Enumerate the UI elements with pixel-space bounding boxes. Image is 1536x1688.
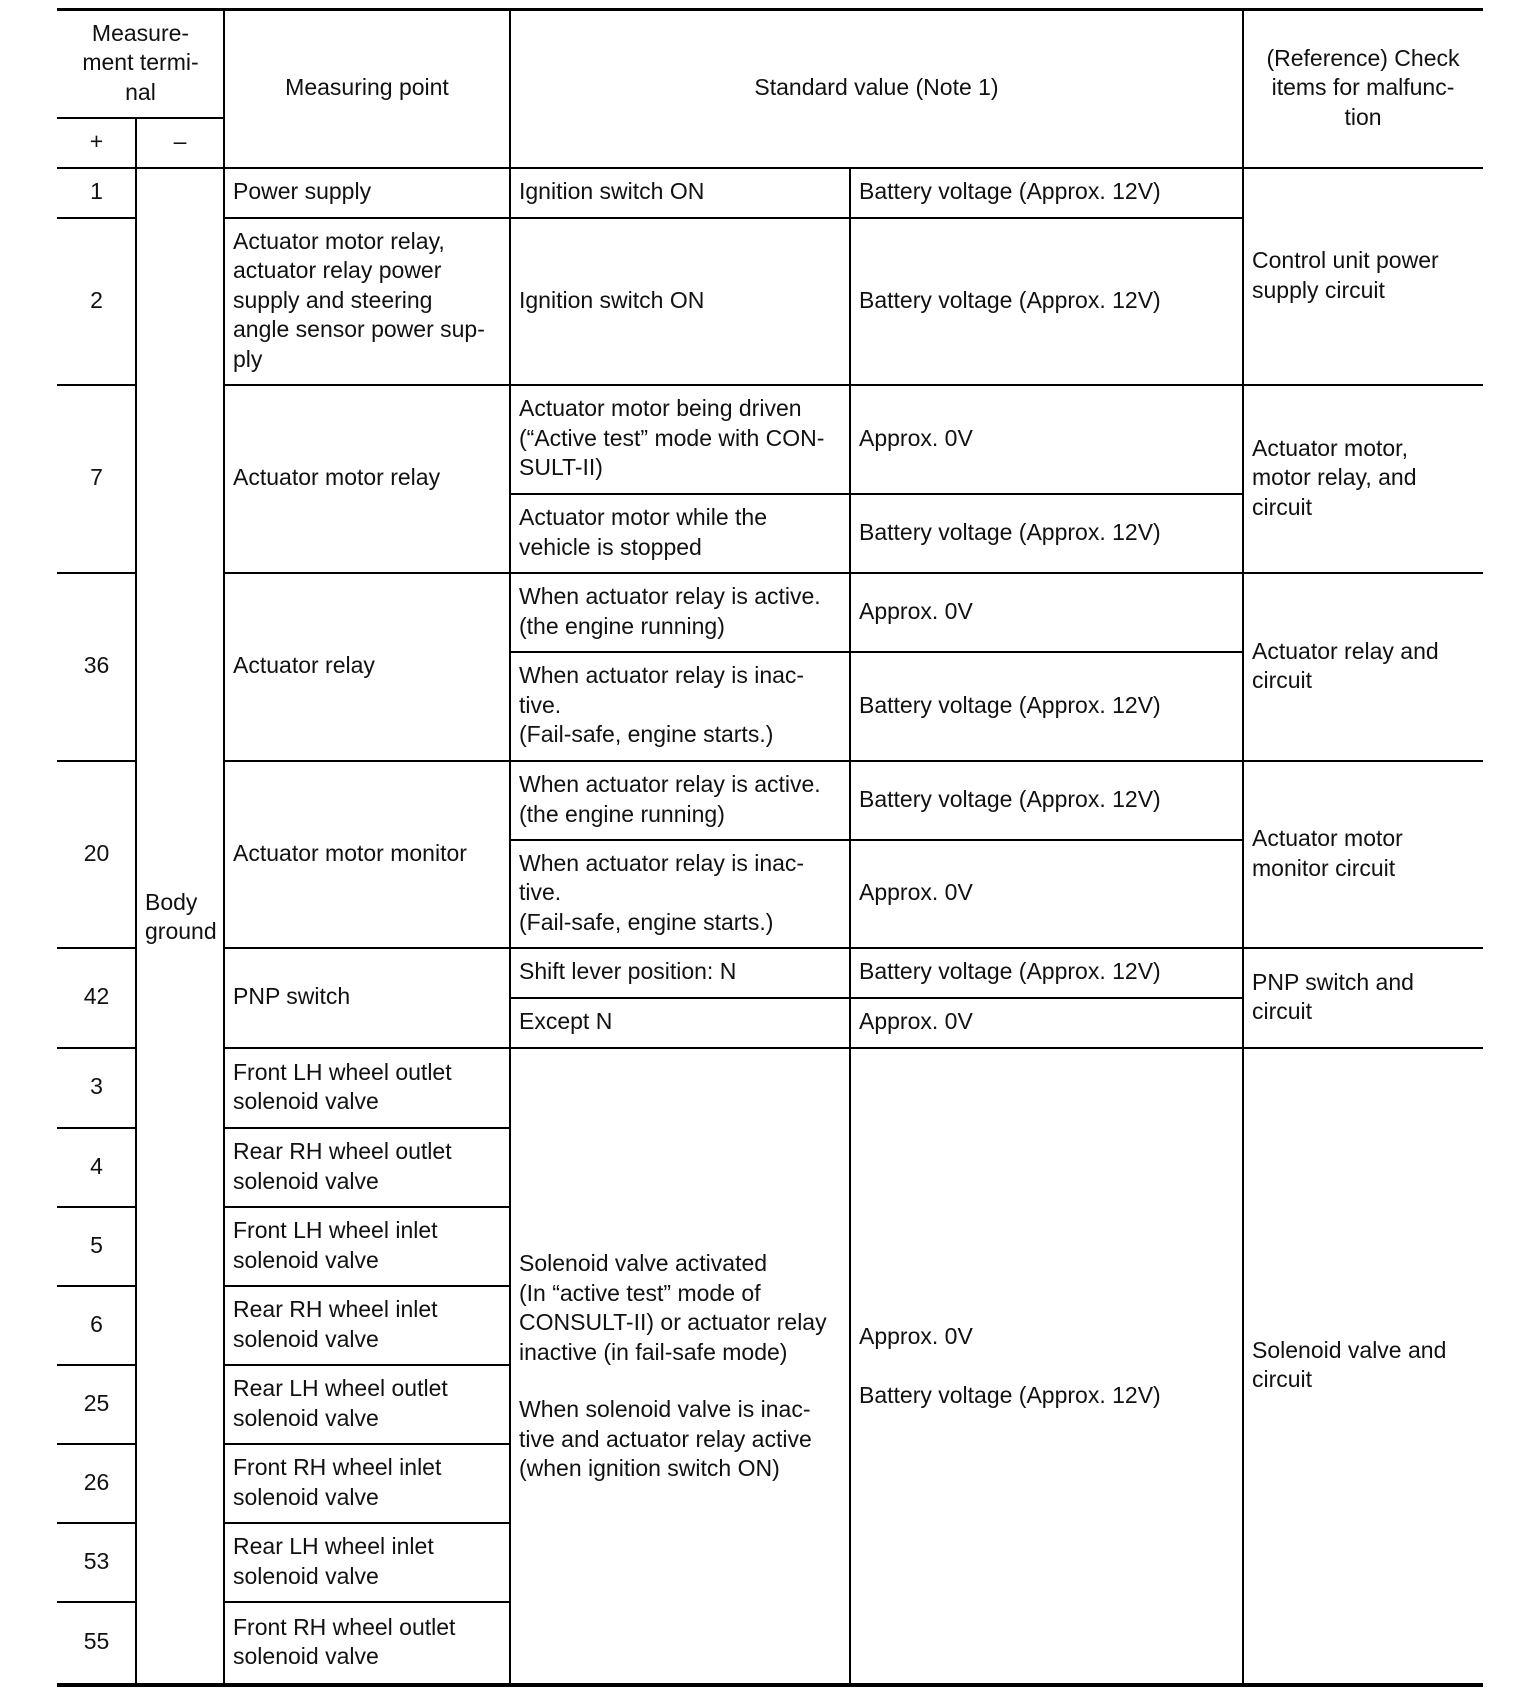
condition: (the engine running) xyxy=(519,800,725,827)
row-divider xyxy=(224,1285,510,1287)
row-divider xyxy=(224,384,1483,386)
row-divider xyxy=(57,1285,136,1287)
measuring-point: Rear LH wheel inlet xyxy=(233,1533,434,1559)
condition: (the engine running) xyxy=(519,612,725,639)
header-bottom-border xyxy=(57,167,1483,169)
header-terminal: ment termi- xyxy=(82,49,199,76)
solenoid-condition-active: (In “active test” mode of xyxy=(519,1279,761,1306)
header-terminal: Measure- xyxy=(91,19,190,46)
terminal-number: 53 xyxy=(83,1547,110,1574)
row-divider xyxy=(57,760,136,762)
terminal-number: 20 xyxy=(83,839,110,866)
condition: When actuator relay is inac- xyxy=(519,849,805,876)
body-ground: Body xyxy=(145,888,198,915)
terminal-number: 7 xyxy=(90,464,103,491)
condition: tive. xyxy=(519,879,562,906)
measuring-point: solenoid valve xyxy=(233,1325,379,1352)
solenoid-condition-inactive: tive and actuator relay active xyxy=(519,1425,812,1452)
header-reference: (Reference) Check xyxy=(1266,44,1460,71)
measuring-point: Front RH wheel outlet xyxy=(233,1613,456,1640)
row-divider xyxy=(224,1601,510,1603)
row-divider xyxy=(57,1601,136,1603)
reference-check: circuit xyxy=(1252,1366,1313,1392)
solenoid-condition-active: CONSULT-II) or actuator relay xyxy=(519,1309,827,1335)
header-measuring-point: Measuring point xyxy=(285,74,449,101)
standard-value: Approx. 0V xyxy=(859,424,973,451)
measuring-point: Rear LH wheel outlet xyxy=(233,1375,448,1401)
solenoid-condition-active: Solenoid valve activated xyxy=(519,1250,768,1276)
row-divider xyxy=(224,1127,510,1129)
column-divider xyxy=(849,168,851,1684)
row-divider xyxy=(224,1522,510,1524)
terminal-number: 2 xyxy=(90,286,103,313)
row-divider xyxy=(224,572,1483,574)
row-divider xyxy=(57,384,136,386)
condition: (Fail-safe, engine starts.) xyxy=(519,721,774,748)
row-divider xyxy=(57,1443,136,1445)
condition: Actuator motor being driven xyxy=(519,395,802,422)
header-standard-value: Standard value (Note 1) xyxy=(754,74,999,101)
row-divider xyxy=(224,1206,510,1208)
measuring-point: PNP switch xyxy=(233,983,351,1010)
measuring-point: Front RH wheel inlet xyxy=(233,1454,442,1480)
terminal-number: 4 xyxy=(90,1152,103,1179)
row-divider xyxy=(510,839,1243,841)
measuring-point: Front LH wheel inlet xyxy=(233,1217,438,1243)
condition: When actuator relay is inac- xyxy=(519,662,805,689)
condition: (“Active test” mode with CON- xyxy=(519,424,825,451)
measuring-point: solenoid valve xyxy=(233,1643,379,1669)
measuring-point: Actuator motor relay, xyxy=(233,227,445,254)
measuring-point: supply and steering xyxy=(233,286,433,313)
terminal-number: 3 xyxy=(90,1073,103,1100)
row-divider xyxy=(224,760,1483,762)
row-divider xyxy=(57,217,136,219)
condition: When actuator relay is active. xyxy=(519,771,821,797)
header-reference: items for malfunc- xyxy=(1271,74,1455,101)
body-ground: ground xyxy=(145,918,217,944)
condition: (Fail-safe, engine starts.) xyxy=(519,908,774,935)
standard-value: Battery voltage (Approx. 12V) xyxy=(859,178,1161,205)
measuring-point: actuator relay power xyxy=(233,257,442,284)
measuring-point: solenoid valve xyxy=(233,1404,379,1431)
header-terminal: nal xyxy=(125,78,156,105)
table-bottom-border xyxy=(57,1683,1483,1687)
row-divider xyxy=(510,493,1243,495)
measuring-point: angle sensor power sup- xyxy=(233,316,485,343)
measuring-point: solenoid valve xyxy=(233,1246,379,1273)
condition: Shift lever position: N xyxy=(519,958,737,985)
solenoid-condition-inactive: (when ignition switch ON) xyxy=(519,1455,780,1481)
column-divider xyxy=(223,10,225,1684)
reference-check: Actuator motor xyxy=(1252,825,1403,851)
row-divider xyxy=(510,997,1243,999)
row-divider xyxy=(224,1047,1483,1049)
reference-check: supply circuit xyxy=(1252,276,1385,303)
row-divider xyxy=(224,947,1483,949)
measuring-point: Rear RH wheel outlet xyxy=(233,1138,452,1164)
header-plus: + xyxy=(89,128,104,155)
measuring-point: ply xyxy=(233,345,263,372)
reference-check: circuit xyxy=(1252,493,1313,520)
solenoid-condition-active: inactive (in fail-safe mode) xyxy=(519,1338,788,1365)
standard-value: Battery voltage (Approx. 12V) xyxy=(859,785,1161,812)
standard-value: Approx. 0V xyxy=(859,597,973,624)
reference-check: Control unit power xyxy=(1252,247,1439,273)
reference-check: PNP switch and xyxy=(1252,968,1414,995)
header-divider xyxy=(57,117,224,119)
terminal-number: 5 xyxy=(90,1231,103,1258)
solenoid-condition-inactive: When solenoid valve is inac- xyxy=(519,1396,811,1422)
solenoid-value-inactive: Battery voltage (Approx. 12V) xyxy=(859,1382,1161,1408)
measuring-point: Rear RH wheel inlet xyxy=(233,1296,438,1322)
reference-check: Actuator relay and xyxy=(1252,637,1439,664)
measuring-point: Actuator motor monitor xyxy=(233,839,467,866)
header-reference: tion xyxy=(1344,103,1382,130)
reference-check: circuit xyxy=(1252,998,1313,1024)
standard-value: Battery voltage (Approx. 12V) xyxy=(859,958,1161,985)
row-divider xyxy=(57,1522,136,1524)
measuring-point: solenoid valve xyxy=(233,1088,379,1114)
reference-check: Solenoid valve and xyxy=(1252,1336,1447,1363)
measuring-point: solenoid valve xyxy=(233,1167,379,1194)
row-divider xyxy=(57,1206,136,1208)
header-minus: – xyxy=(173,128,187,155)
standard-value: Battery voltage (Approx. 12V) xyxy=(859,518,1161,545)
condition: Except N xyxy=(519,1008,613,1035)
measuring-point: Actuator relay xyxy=(233,652,375,679)
column-divider xyxy=(135,118,137,1684)
condition: vehicle is stopped xyxy=(519,533,702,560)
terminal-number: 42 xyxy=(83,983,110,1010)
reference-check: motor relay, and xyxy=(1252,464,1417,491)
column-divider xyxy=(1242,10,1244,1684)
column-divider xyxy=(509,10,511,1684)
condition: SULT-II) xyxy=(519,454,603,481)
measuring-point: Front LH wheel outlet xyxy=(233,1058,452,1085)
condition: When actuator relay is active. xyxy=(519,583,821,609)
condition: Ignition switch ON xyxy=(519,178,705,205)
standard-value: Approx. 0V xyxy=(859,879,973,906)
reference-check: circuit xyxy=(1252,667,1313,693)
terminal-number: 6 xyxy=(90,1310,103,1337)
measuring-point: solenoid valve xyxy=(233,1483,379,1510)
row-divider xyxy=(57,947,136,949)
terminal-number: 26 xyxy=(83,1468,110,1495)
row-divider xyxy=(224,1364,510,1366)
terminal-number: 25 xyxy=(83,1389,110,1416)
solenoid-value-active: Approx. 0V xyxy=(859,1323,973,1349)
terminal-number: 36 xyxy=(83,652,110,679)
measuring-point: solenoid valve xyxy=(233,1562,379,1589)
row-divider xyxy=(224,1443,510,1445)
condition: Ignition switch ON xyxy=(519,286,705,313)
row-divider xyxy=(224,217,1243,219)
condition: tive. xyxy=(519,691,562,718)
terminal-number: 1 xyxy=(90,178,103,205)
row-divider xyxy=(57,1047,136,1049)
standard-value: Battery voltage (Approx. 12V) xyxy=(859,691,1161,718)
row-divider xyxy=(510,651,1243,653)
terminal-number: 55 xyxy=(83,1628,110,1655)
condition: Actuator motor while the xyxy=(519,504,768,530)
row-divider xyxy=(57,1364,136,1366)
standard-value: Approx. 0V xyxy=(859,1008,973,1035)
row-divider xyxy=(57,572,136,574)
row-divider xyxy=(57,1127,136,1129)
measuring-point: Power supply xyxy=(233,178,372,205)
measuring-point: Actuator motor relay xyxy=(233,464,441,491)
reference-check: monitor circuit xyxy=(1252,854,1396,881)
reference-check: Actuator motor, xyxy=(1252,434,1408,461)
table-top-border xyxy=(57,8,1483,11)
standard-value: Battery voltage (Approx. 12V) xyxy=(859,286,1161,313)
